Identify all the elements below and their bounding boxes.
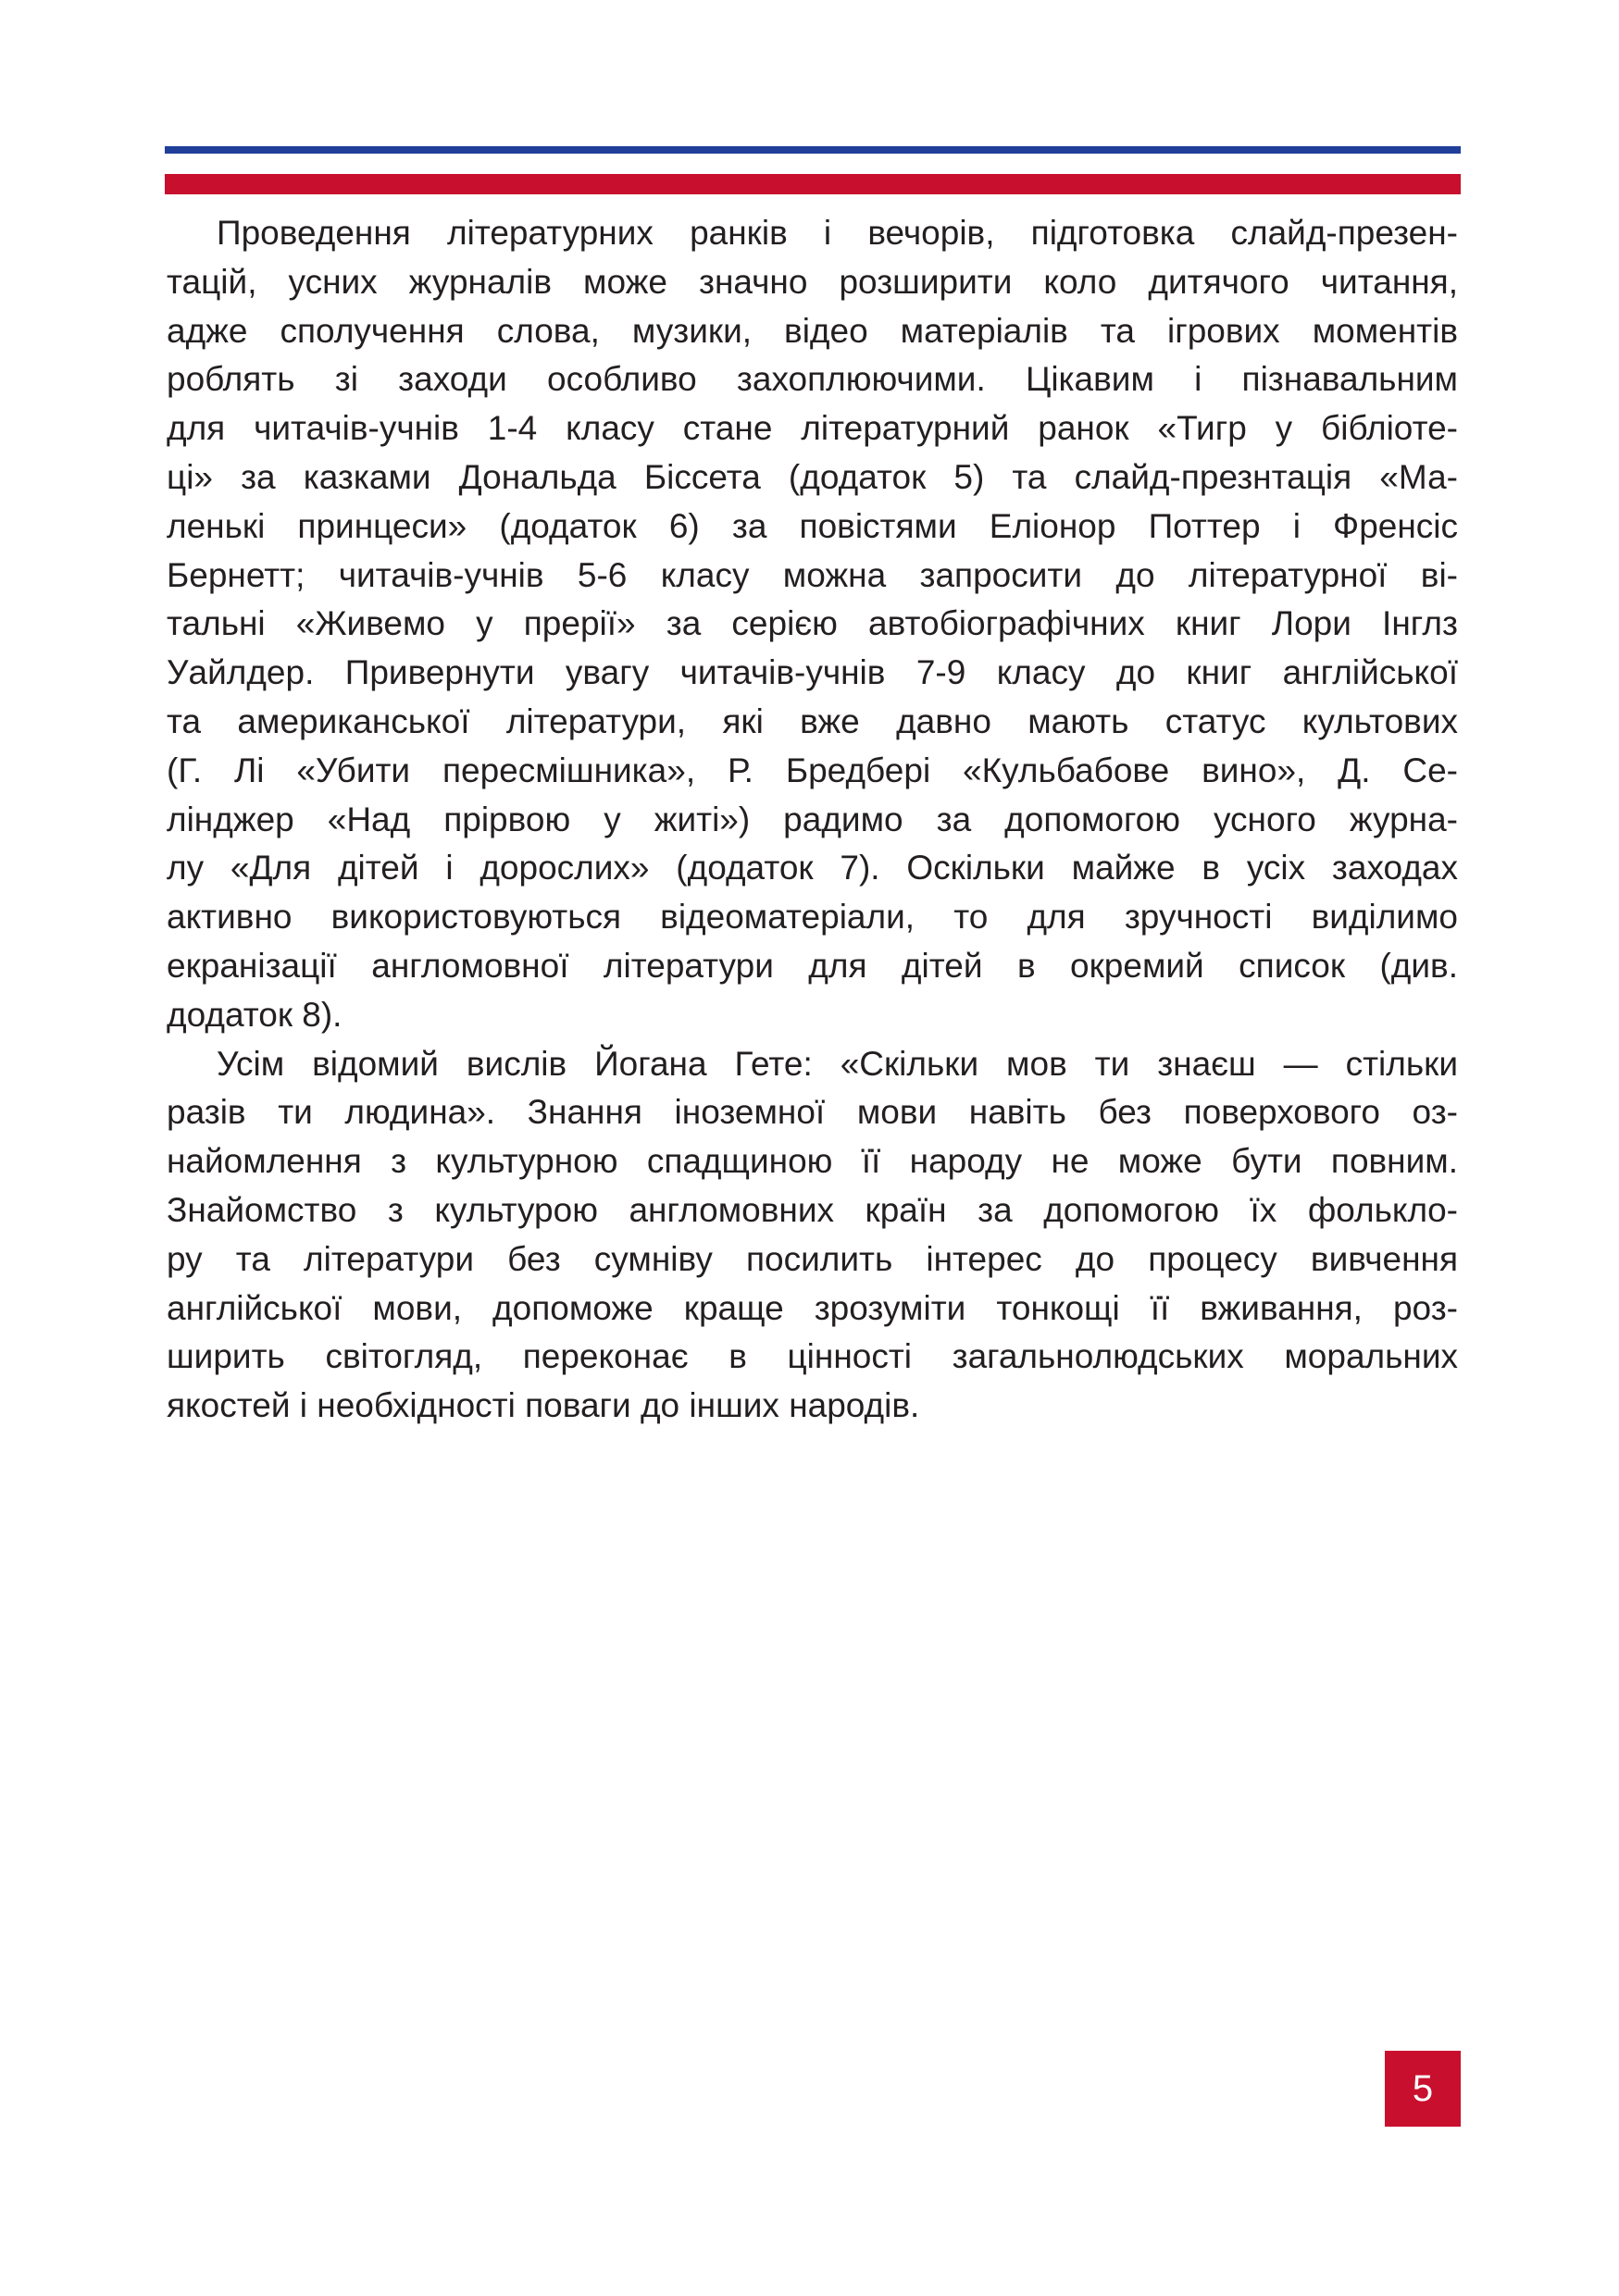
text-line: якостей і необхідності поваги до інших народів. [167, 1386, 920, 1425]
text-line: адже сполучення слова, музики, відео матеріалів та ігрових моментів [167, 311, 1458, 350]
text-line: найомлення з культурною спадщиною її народу не може бути повним. [167, 1142, 1458, 1181]
text-line: ленькі принцеси» (додаток 6) за повістями Еліонор Поттер і Френсіс [167, 506, 1458, 545]
text-line: англійської мови, допоможе краще зрозуміти тонкощі її вживання, роз- [167, 1288, 1458, 1327]
text-line: та американської літератури, які вже давно мають статус культових [167, 701, 1458, 740]
text-line: ру та літератури без сумніву посилить інтерес до процесу вивчення [167, 1239, 1458, 1278]
text-line: ширить світогляд, переконає в цінності загальнолюдських моральних [167, 1337, 1458, 1376]
text-line: лу «Для дітей і дорослих» (додаток 7). Оскільки майже в усіх заходах [167, 849, 1458, 887]
text-line: Усім відомий вислів Йогана Гете: «Скільки мов ти знаєш — стільки [217, 1044, 1458, 1083]
text-line: тацій, усних журналів може значно розширити коло дитячого читання, [167, 262, 1458, 301]
text-line: ці» за казками Дональда Біссета (додаток 5) та слайд-презнтація «Ма- [167, 457, 1458, 496]
text-line: Проведення літературних ранків і вечорів, підготовка слайд-презен- [217, 214, 1458, 252]
text-line: лінджер «Над прірвою у житі») радимо за допомогою усного журна- [167, 800, 1458, 838]
body-text [167, 209, 1458, 1431]
text-line: разів ти людина». Знання іноземної мови навіть без поверхового оз- [167, 1093, 1458, 1132]
text-line: Уайлдер. Привернути увагу читачів-учнів 7-9 класу до книг англійської [167, 653, 1458, 692]
text-line: роблять зі заходи особливо захоплюючими. Цікавим і пізнавальним [167, 360, 1458, 399]
text-line: екранізації англомовної літератури для дітей в окремий список (див. [167, 946, 1458, 985]
header-blue-stripe [165, 146, 1461, 154]
text-line: для читачів-учнів 1-4 класу стане літературний ранок «Тигр у бібліоте- [167, 409, 1458, 448]
header-red-stripe [165, 174, 1461, 194]
paragraph [167, 209, 1458, 1040]
page-number-badge [1385, 2051, 1461, 2127]
text-line: тальні «Живемо у прерії» за серією автобіографічних книг Лори Інглз [167, 604, 1458, 643]
text-line: Бернетт; читачів-учнів 5-6 класу можна запросити до літературної ві- [167, 555, 1458, 594]
page-number: 5 [1412, 2067, 1434, 2109]
text-line: активно використовуються відеоматеріали, то для зручності виділимо [167, 898, 1458, 937]
text-line: додаток 8). [167, 995, 342, 1034]
paragraph [167, 1040, 1458, 1431]
text-line: Знайомство з культурою англомовних країн за допомогою їх фольклo- [167, 1190, 1458, 1229]
text-line: (Г. Лі «Убити пересмішника», Р. Бредбері «Кульбабове вино», Д. Се- [167, 751, 1458, 789]
